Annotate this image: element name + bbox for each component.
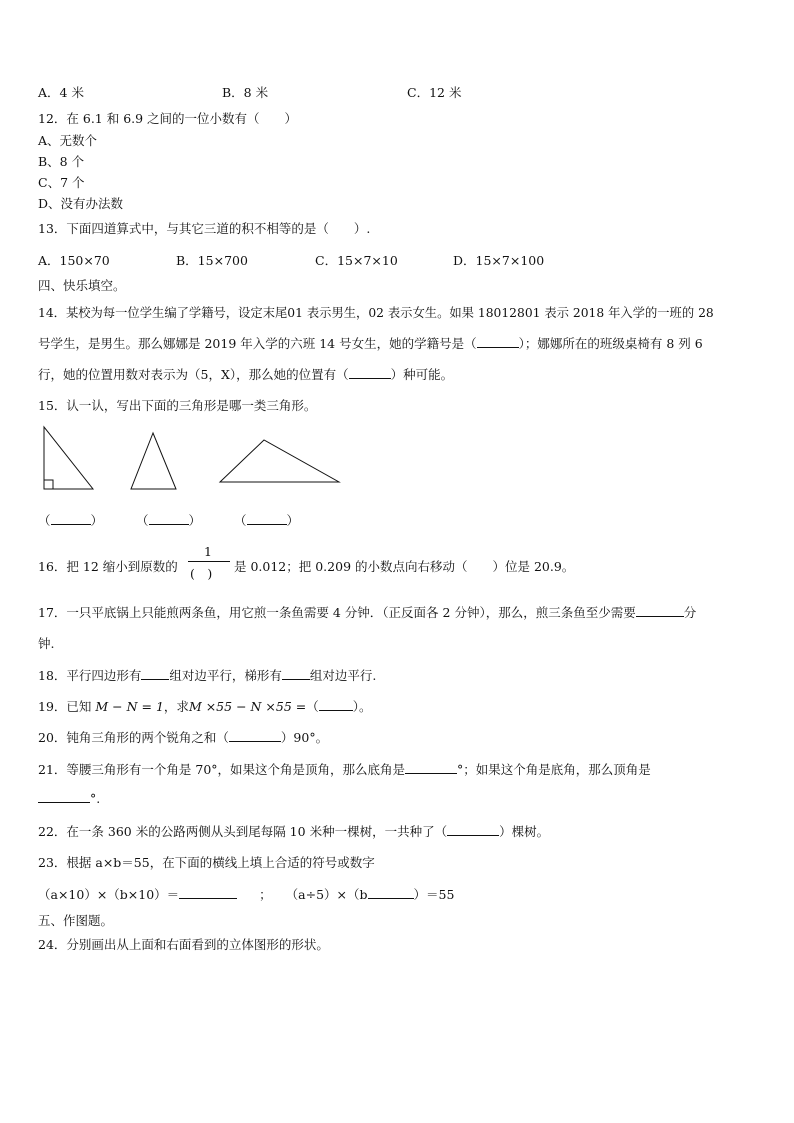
q13-option-a: A．150×70 xyxy=(38,253,110,268)
q15-blank-1[interactable]: （ ） xyxy=(38,513,104,528)
q12-stem: 12．在 6.1 和 6.9 之间的一位小数有（ ） xyxy=(38,111,298,126)
q12-option-d: D、没有办法数 xyxy=(38,196,124,211)
q12-option-a: A、无数个 xyxy=(38,133,98,148)
q13-stem: 13．下面四道算式中，与其它三道的积不相等的是（ ）. xyxy=(38,221,371,236)
q15-blank-3[interactable]: （ ） xyxy=(234,513,300,528)
q16-text-b: 是 0.012；把 0.209 的小数点向右移动（ ）位是 20.9。 xyxy=(234,559,575,574)
q16-fraction-bar xyxy=(188,561,230,562)
q19-answer-blank[interactable] xyxy=(319,699,353,711)
q12-option-c: C、7 个 xyxy=(38,175,85,190)
q18-blank-1[interactable] xyxy=(141,668,169,680)
q22-line: 22．在一条 360 米的公路两侧从头到尾每隔 10 米种一棵树，一共种了（ ）棵树。 xyxy=(38,824,550,839)
q20-line: 20．钝角三角形的两个锐角之和（ ）90°。 xyxy=(38,730,329,745)
q23-stem: 23．根据 a×b＝55，在下面的横线上填上合适的符号或数字 xyxy=(38,855,375,870)
q21-line-1: 21．等腰三角形有一个角是 70°，如果这个角是顶角，那么底角是 °；如果这个角是底角，那么顶角是 xyxy=(38,762,651,777)
q15-blank-2[interactable]: （ ） xyxy=(136,513,202,528)
q12-option-b: B、8 个 xyxy=(38,154,85,169)
q15-stem: 15．认一认，写出下面的三角形是哪一类三角形。 xyxy=(38,398,317,413)
q11-option-b: B．8 米 xyxy=(222,85,269,100)
q19-line: 19．已知 M − N = 1，求M ×55 − N ×55 =（ ）。 xyxy=(38,699,372,714)
q17-line-1: 17．一只平底锅上只能煎两条鱼，用它煎一条鱼需要 4 分钟．（正反面各 2 分钟），那么，煎三条鱼至少需要 分 xyxy=(38,605,697,620)
q16-fraction-numerator: 1 xyxy=(204,544,212,559)
q23-expressions: （a×10）×（b×10）＝ ； （a÷5）×（b ）＝55 xyxy=(38,887,455,902)
q22-answer-blank[interactable] xyxy=(447,824,499,836)
q18-blank-2[interactable] xyxy=(282,668,310,680)
q17-answer-blank[interactable] xyxy=(636,605,684,617)
q16-fraction-denominator[interactable]: ( ) xyxy=(190,566,213,581)
section-4-heading: 四、快乐填空。 xyxy=(38,278,126,293)
q16-text-a: 16．把 12 缩小到原数的 xyxy=(38,559,178,574)
q18-line: 18．平行四边形有 组对边平行，梯形有 组对边平行. xyxy=(38,668,377,683)
q11-option-c: C．12 米 xyxy=(407,85,462,100)
q13-option-c: C．15×7×10 xyxy=(315,253,398,268)
q21-blank-1[interactable] xyxy=(405,762,457,774)
q24-stem: 24．分别画出从上面和右面看到的立体图形的形状。 xyxy=(38,937,329,952)
q23-blank-1[interactable] xyxy=(179,887,237,899)
q13-option-b: B．15×700 xyxy=(176,253,248,268)
q11-option-a: A．4 米 xyxy=(38,85,84,100)
q14-line-3: 行，她的位置用数对表示为（5，X），那么她的位置有（ ）种可能。 xyxy=(38,367,454,382)
q13-option-d: D．15×7×100 xyxy=(453,253,545,268)
q14-line-2: 号学生，是男生。那么娜娜是 2019 年入学的六班 14 号女生，她的学籍号是（ ）；娜娜所在的班级桌椅有 8 列 6 xyxy=(38,336,703,351)
q17-line-2: 钟. xyxy=(38,636,55,651)
q19-target-expression: M ×55 − N ×55 = xyxy=(188,699,307,714)
section-5-heading: 五、作图题。 xyxy=(38,913,114,928)
q21-blank-2[interactable] xyxy=(38,791,90,803)
q14-line-1: 14．某校为每一位学生编了学籍号，设定末尾01 表示男生，02 表示女生。如果 18012801 表示 2018 年入学的一班的 28 xyxy=(38,306,714,320)
q19-given-expression: M − N = 1 xyxy=(95,699,164,714)
q23-blank-2[interactable] xyxy=(368,887,414,899)
q21-line-2: °. xyxy=(38,791,100,806)
q20-answer-blank[interactable] xyxy=(229,730,281,742)
